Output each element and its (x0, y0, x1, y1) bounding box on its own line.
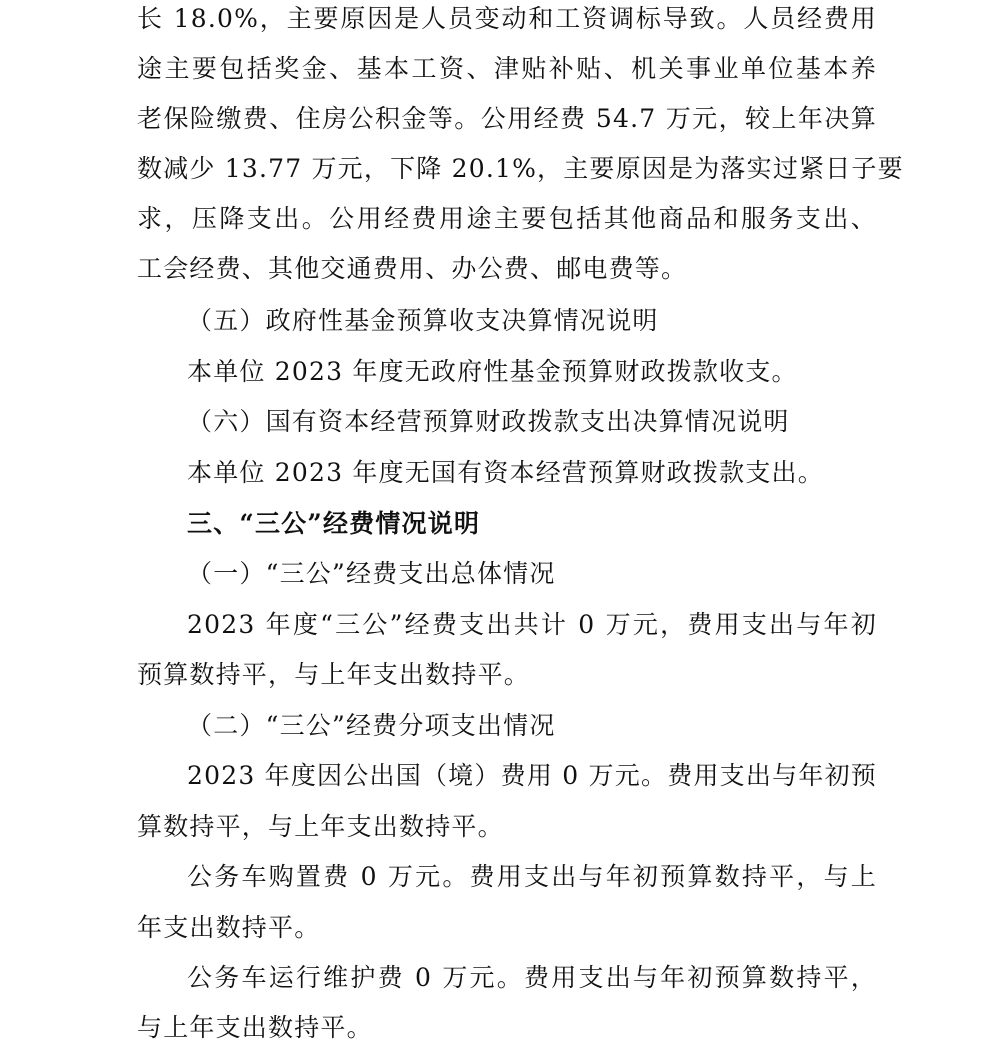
body-text-line: 预算数持平，与上年支出数持平。 (137, 660, 531, 689)
chapter-heading: 三、“三公”经费情况说明 (187, 509, 481, 538)
body-text-line: 算数持平，与上年支出数持平。 (137, 812, 504, 841)
body-text-line: 公务车运行维护费 0 万元。费用支出与年初预算数持平， (187, 963, 877, 992)
body-text-line: 2023 年度因公出国（境）费用 0 万元。费用支出与年初预 (187, 761, 877, 790)
section-heading: （一）“三公”经费支出总体情况 (187, 559, 556, 588)
body-text-line: 数减少 13.77 万元，下降 20.1%，主要原因是为落实过紧日子要 (137, 154, 904, 183)
body-text-line: 长 18.0%，主要原因是人员变动和工资调标导致。人员经费用 (137, 4, 877, 33)
body-text-line: 年支出数持平。 (137, 913, 321, 942)
body-text-line: 老保险缴费、住房公积金等。公用经费 54.7 万元，较上年决算 (137, 104, 877, 133)
body-text-line: 2023 年度“三公”经费支出共计 0 万元，费用支出与年初 (187, 610, 877, 639)
body-text-line: 公务车购置费 0 万元。费用支出与年初预算数持平，与上 (187, 862, 877, 891)
body-text-line: 本单位 2023 年度无国有资本经营预算财政拨款支出。 (187, 458, 824, 487)
section-heading: （二）“三公”经费分项支出情况 (187, 711, 556, 740)
section-heading: （五）政府性基金预算收支决算情况说明 (187, 306, 659, 335)
section-heading: （六）国有资本经营预算财政拨款支出决算情况说明 (187, 407, 790, 436)
body-text-line: 途主要包括奖金、基本工资、津贴补贴、机关事业单位基本养 (137, 54, 877, 83)
body-text-line: 与上年支出数持平。 (137, 1013, 373, 1042)
body-text-line: 工会经费、其他交通费用、办公费、邮电费等。 (137, 254, 688, 283)
body-text-line: 求，压降支出。公用经费用途主要包括其他商品和服务支出、 (137, 204, 877, 233)
body-text-line: 本单位 2023 年度无政府性基金预算财政拨款收支。 (187, 357, 798, 386)
